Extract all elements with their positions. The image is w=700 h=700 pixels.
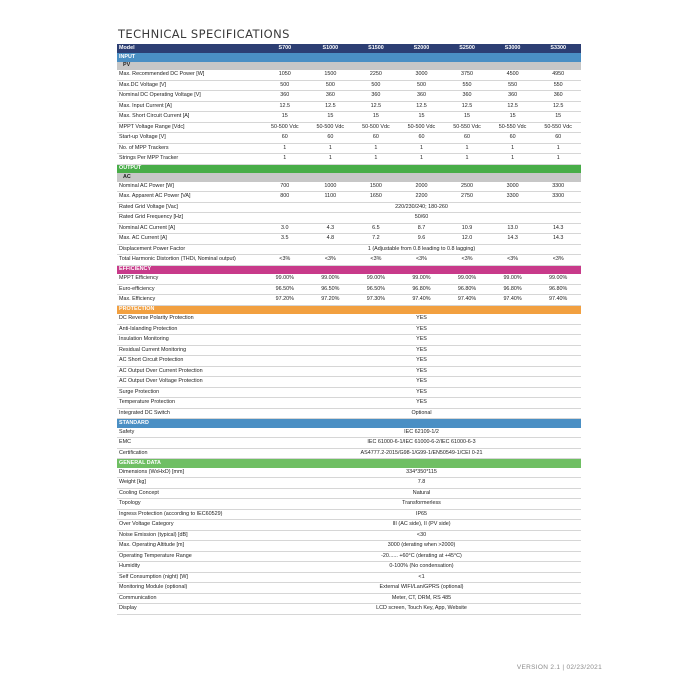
spec-row bbox=[117, 530, 581, 541]
spec-value: 500 bbox=[399, 80, 445, 91]
spec-value: 60 bbox=[308, 133, 354, 144]
spec-value: 1050 bbox=[262, 70, 308, 80]
spec-value: 50-550 Vdc bbox=[490, 122, 536, 133]
spec-label: Safety bbox=[117, 428, 262, 438]
spec-row bbox=[117, 562, 581, 573]
spec-label: No. of MPP Trackers bbox=[117, 143, 262, 154]
spec-label: Humidity bbox=[117, 562, 262, 573]
spec-label: Max. Efficiency bbox=[117, 295, 262, 306]
spec-value: 96.50% bbox=[262, 284, 308, 295]
spec-value: 99.00% bbox=[535, 274, 581, 284]
section-header-row bbox=[117, 419, 581, 428]
spec-row bbox=[117, 101, 581, 112]
section-title: GENERAL DATA bbox=[117, 459, 581, 468]
section-header-row bbox=[117, 53, 581, 62]
spec-value: 550 bbox=[535, 80, 581, 91]
spec-value-span: Transformerless bbox=[262, 499, 581, 510]
spec-value-span: -20...... +60°C (derating at +45°C) bbox=[262, 551, 581, 562]
spec-value: <3% bbox=[535, 255, 581, 266]
spec-value: 3300 bbox=[535, 192, 581, 203]
spec-row bbox=[117, 80, 581, 91]
spec-value: 1 bbox=[490, 143, 536, 154]
spec-row bbox=[117, 408, 581, 419]
spec-value: 1 bbox=[399, 143, 445, 154]
spec-row bbox=[117, 478, 581, 489]
spec-value: 60 bbox=[490, 133, 536, 144]
spec-label: Euro-efficiency bbox=[117, 284, 262, 295]
spec-value: 14.3 bbox=[535, 234, 581, 245]
spec-value: <3% bbox=[399, 255, 445, 266]
spec-row bbox=[117, 572, 581, 583]
spec-value: 1 bbox=[262, 154, 308, 165]
spec-row bbox=[117, 583, 581, 594]
spec-label: MPPT Efficiency bbox=[117, 274, 262, 284]
spec-label: Over Voltage Category bbox=[117, 520, 262, 531]
spec-label: Max.DC Voltage [V] bbox=[117, 80, 262, 91]
spec-value-span: <1 bbox=[262, 572, 581, 583]
spec-label: Nominal DC Operating Voltage [V] bbox=[117, 91, 262, 102]
model-header-cell: S3300 bbox=[535, 44, 581, 53]
spec-value-span: 7.8 bbox=[262, 478, 581, 489]
spec-value: 50-500 Vdc bbox=[399, 122, 445, 133]
spec-value-span: AS4777.2-2015/G98-1/G99-1/EN50549-1/CEI 0-21 bbox=[262, 448, 581, 459]
spec-value: 50-500 Vdc bbox=[353, 122, 399, 133]
spec-row bbox=[117, 244, 581, 255]
spec-row bbox=[117, 509, 581, 520]
spec-row bbox=[117, 398, 581, 409]
spec-value-span: YES bbox=[262, 324, 581, 335]
spec-value: 99.00% bbox=[399, 274, 445, 284]
spec-label: MPPT Voltage Range [Vdc] bbox=[117, 122, 262, 133]
spec-value: 1500 bbox=[353, 182, 399, 192]
spec-value: 500 bbox=[353, 80, 399, 91]
version-footer: VERSION 2.1 | 02/23/2021 bbox=[516, 664, 602, 671]
spec-value-span: YES bbox=[262, 377, 581, 388]
spec-value: 96.50% bbox=[353, 284, 399, 295]
spec-value: <3% bbox=[262, 255, 308, 266]
spec-row bbox=[117, 223, 581, 234]
spec-label: Cooling Concept bbox=[117, 488, 262, 499]
spec-value: 550 bbox=[490, 80, 536, 91]
spec-value: 1000 bbox=[308, 182, 354, 192]
spec-row bbox=[117, 324, 581, 335]
spec-value: 96.80% bbox=[490, 284, 536, 295]
spec-value: 500 bbox=[262, 80, 308, 91]
spec-value: 15 bbox=[535, 112, 581, 123]
model-header-cell: S3000 bbox=[490, 44, 536, 53]
spec-value: 15 bbox=[490, 112, 536, 123]
spec-value: 2500 bbox=[444, 182, 490, 192]
spec-value-span: YES bbox=[262, 398, 581, 409]
spec-row bbox=[117, 255, 581, 266]
spec-label: Topology bbox=[117, 499, 262, 510]
spec-value: 1 bbox=[353, 154, 399, 165]
spec-value: 15 bbox=[308, 112, 354, 123]
spec-value: 99.00% bbox=[353, 274, 399, 284]
spec-value-span: 3000 (derating when >2000) bbox=[262, 541, 581, 552]
spec-table-body bbox=[117, 44, 581, 614]
spec-value: 360 bbox=[490, 91, 536, 102]
spec-value: 500 bbox=[308, 80, 354, 91]
model-header-cell: S700 bbox=[262, 44, 308, 53]
spec-label: Nominal AC Power [W] bbox=[117, 182, 262, 192]
spec-value-span: 50/60 bbox=[262, 213, 581, 224]
model-header-label: Model bbox=[117, 44, 262, 53]
spec-row bbox=[117, 91, 581, 102]
spec-row bbox=[117, 213, 581, 224]
spec-value: 12.0 bbox=[444, 234, 490, 245]
spec-value-span: 0-100% (No condensation) bbox=[262, 562, 581, 573]
section-header-row bbox=[117, 305, 581, 314]
spec-row bbox=[117, 499, 581, 510]
spec-row bbox=[117, 387, 581, 398]
section-title: PROTECTION bbox=[117, 305, 581, 314]
spec-value-span: Optional bbox=[262, 408, 581, 419]
spec-row bbox=[117, 488, 581, 499]
spec-value: 50-550 Vdc bbox=[444, 122, 490, 133]
section-title: OUTPUT bbox=[117, 164, 581, 173]
spec-row bbox=[117, 551, 581, 562]
spec-row bbox=[117, 112, 581, 123]
spec-label: Max. AC Current [A] bbox=[117, 234, 262, 245]
spec-value-span: Natural bbox=[262, 488, 581, 499]
spec-row bbox=[117, 428, 581, 438]
spec-label: Nominal AC Current [A] bbox=[117, 223, 262, 234]
spec-value: 60 bbox=[353, 133, 399, 144]
spec-value-span: YES bbox=[262, 335, 581, 346]
spec-value: 50-500 Vdc bbox=[262, 122, 308, 133]
spec-value: 97.20% bbox=[262, 295, 308, 306]
spec-value: 50-550 Vdc bbox=[535, 122, 581, 133]
spec-value: 3.5 bbox=[262, 234, 308, 245]
spec-value: 360 bbox=[353, 91, 399, 102]
spec-row bbox=[117, 541, 581, 552]
page-title: TECHNICAL SPECIFICATIONS bbox=[118, 27, 290, 41]
spec-value: 97.40% bbox=[399, 295, 445, 306]
spec-value: 97.40% bbox=[490, 295, 536, 306]
spec-value: 60 bbox=[535, 133, 581, 144]
spec-label: Monitoring Module (optional) bbox=[117, 583, 262, 594]
spec-value: 96.80% bbox=[399, 284, 445, 295]
spec-label: Residual Current Monitoring bbox=[117, 345, 262, 356]
spec-value: 1 bbox=[308, 143, 354, 154]
spec-value: 2750 bbox=[444, 192, 490, 203]
spec-row bbox=[117, 202, 581, 213]
subsection-row bbox=[117, 62, 581, 71]
spec-value: 60 bbox=[444, 133, 490, 144]
spec-label: EMC bbox=[117, 438, 262, 449]
spec-value: 1100 bbox=[308, 192, 354, 203]
spec-value: 1500 bbox=[308, 70, 354, 80]
subsection-title: PV bbox=[117, 62, 581, 71]
spec-value-span: IEC 61000-6-1/IEC 61000-6-2/IEC 61000-6-3 bbox=[262, 438, 581, 449]
spec-value: 1 bbox=[444, 143, 490, 154]
spec-label: Insulation Monitoring bbox=[117, 335, 262, 346]
spec-value: 1 bbox=[308, 154, 354, 165]
spec-value: 3000 bbox=[399, 70, 445, 80]
spec-row bbox=[117, 284, 581, 295]
spec-value: 800 bbox=[262, 192, 308, 203]
spec-value: 99.00% bbox=[490, 274, 536, 284]
spec-value: 550 bbox=[444, 80, 490, 91]
spec-row bbox=[117, 366, 581, 377]
spec-row bbox=[117, 295, 581, 306]
spec-value: 14.3 bbox=[535, 223, 581, 234]
spec-label: Certification bbox=[117, 448, 262, 459]
section-header-row bbox=[117, 459, 581, 468]
spec-row bbox=[117, 604, 581, 615]
spec-row bbox=[117, 143, 581, 154]
spec-row bbox=[117, 274, 581, 284]
spec-value: 14.3 bbox=[490, 234, 536, 245]
spec-value-span: 334*350*115 bbox=[262, 468, 581, 478]
spec-value: 1 bbox=[399, 154, 445, 165]
section-header-row bbox=[117, 265, 581, 274]
spec-value: 3000 bbox=[490, 182, 536, 192]
spec-value: 12.5 bbox=[353, 101, 399, 112]
spec-value-span: 1 (Adjustable from 0.8 leading to 0.8 lagging) bbox=[262, 244, 581, 255]
spec-label: Displacement Power Factor bbox=[117, 244, 262, 255]
spec-value: <3% bbox=[308, 255, 354, 266]
spec-value: 12.5 bbox=[308, 101, 354, 112]
spec-row bbox=[117, 520, 581, 531]
spec-row bbox=[117, 438, 581, 449]
spec-value: 12.5 bbox=[490, 101, 536, 112]
spec-label: Operating Temperature Range bbox=[117, 551, 262, 562]
spec-label: Max. Input Current [A] bbox=[117, 101, 262, 112]
section-title: EFFICIENCY bbox=[117, 265, 581, 274]
spec-row bbox=[117, 468, 581, 478]
spec-row bbox=[117, 133, 581, 144]
spec-row bbox=[117, 448, 581, 459]
spec-value: 12.5 bbox=[262, 101, 308, 112]
spec-label: Display bbox=[117, 604, 262, 615]
spec-value: 1 bbox=[262, 143, 308, 154]
spec-value-span: YES bbox=[262, 345, 581, 356]
spec-value: 9.6 bbox=[399, 234, 445, 245]
spec-value: 10.9 bbox=[444, 223, 490, 234]
spec-value-span: Meter, CT, DRM, RS 485 bbox=[262, 593, 581, 604]
spec-value: 60 bbox=[262, 133, 308, 144]
spec-row bbox=[117, 122, 581, 133]
spec-value: 12.5 bbox=[535, 101, 581, 112]
section-header-row bbox=[117, 164, 581, 173]
spec-value: 4500 bbox=[490, 70, 536, 80]
spec-row bbox=[117, 345, 581, 356]
subsection-row bbox=[117, 173, 581, 182]
spec-value-span: LCD screen, Touch Key, App, Website bbox=[262, 604, 581, 615]
spec-value: 3750 bbox=[444, 70, 490, 80]
spec-label: Max. Short Circuit Current [A] bbox=[117, 112, 262, 123]
spec-value: 1650 bbox=[353, 192, 399, 203]
spec-label: Weight [kg] bbox=[117, 478, 262, 489]
section-title: STANDARD bbox=[117, 419, 581, 428]
spec-value: 15 bbox=[399, 112, 445, 123]
spec-value: 7.2 bbox=[353, 234, 399, 245]
spec-value: 99.00% bbox=[262, 274, 308, 284]
spec-label: Surge Protection bbox=[117, 387, 262, 398]
spec-value: 15 bbox=[444, 112, 490, 123]
spec-label: Rated Grid Voltage [Vac] bbox=[117, 202, 262, 213]
spec-label: Rated Grid Frequency [Hz] bbox=[117, 213, 262, 224]
spec-value: 360 bbox=[399, 91, 445, 102]
spec-value-span: YES bbox=[262, 387, 581, 398]
spec-label: AC Output Over Current Protection bbox=[117, 366, 262, 377]
spec-table bbox=[117, 44, 581, 615]
spec-value-span: External WIFI/Lan/GPRS (optional) bbox=[262, 583, 581, 594]
spec-value: 6.5 bbox=[353, 223, 399, 234]
spec-value: 1 bbox=[535, 143, 581, 154]
spec-value-span: IP65 bbox=[262, 509, 581, 520]
spec-label: Max. Recommended DC Power [W] bbox=[117, 70, 262, 80]
spec-label: Temperature Protection bbox=[117, 398, 262, 409]
spec-value: <3% bbox=[444, 255, 490, 266]
spec-value: <3% bbox=[353, 255, 399, 266]
spec-value: 360 bbox=[535, 91, 581, 102]
spec-value: 1 bbox=[444, 154, 490, 165]
spec-value-span: YES bbox=[262, 366, 581, 377]
model-header-row bbox=[117, 44, 581, 53]
spec-value: 1 bbox=[490, 154, 536, 165]
spec-value: 15 bbox=[262, 112, 308, 123]
spec-value-span: YES bbox=[262, 356, 581, 367]
subsection-title: AC bbox=[117, 173, 581, 182]
spec-value-span: YES bbox=[262, 314, 581, 324]
spec-value: 700 bbox=[262, 182, 308, 192]
spec-value: 2000 bbox=[399, 182, 445, 192]
model-header-cell: S1500 bbox=[353, 44, 399, 53]
spec-value: 97.30% bbox=[353, 295, 399, 306]
spec-label: Dimensions (WxHxD) [mm] bbox=[117, 468, 262, 478]
spec-row bbox=[117, 377, 581, 388]
spec-value-span: <30 bbox=[262, 530, 581, 541]
spec-value: 12.5 bbox=[399, 101, 445, 112]
spec-row bbox=[117, 335, 581, 346]
spec-value: 360 bbox=[444, 91, 490, 102]
spec-value: 97.40% bbox=[444, 295, 490, 306]
spec-label: Strings Per MPP Tracker bbox=[117, 154, 262, 165]
spec-label: Max. Operating Altitude [m] bbox=[117, 541, 262, 552]
spec-label: Start-up Voltage [V] bbox=[117, 133, 262, 144]
spec-value: 50-500 Vdc bbox=[308, 122, 354, 133]
spec-label: Ingress Protection (according to IEC60529) bbox=[117, 509, 262, 520]
spec-value: 96.50% bbox=[308, 284, 354, 295]
spec-row bbox=[117, 314, 581, 324]
spec-value: 3300 bbox=[535, 182, 581, 192]
spec-label: DC Reverse Polarity Protection bbox=[117, 314, 262, 324]
spec-value-span: 220/230/240; 180-260 bbox=[262, 202, 581, 213]
spec-value-span: III (AC side), II (PV side) bbox=[262, 520, 581, 531]
model-header-cell: S2500 bbox=[444, 44, 490, 53]
model-header-cell: S2000 bbox=[399, 44, 445, 53]
spec-value: 96.80% bbox=[535, 284, 581, 295]
spec-value: 15 bbox=[353, 112, 399, 123]
spec-row bbox=[117, 593, 581, 604]
spec-value: 99.00% bbox=[308, 274, 354, 284]
spec-value: 4.8 bbox=[308, 234, 354, 245]
spec-value: 4950 bbox=[535, 70, 581, 80]
spec-value: 13.0 bbox=[490, 223, 536, 234]
spec-value: 4.3 bbox=[308, 223, 354, 234]
spec-value: 96.80% bbox=[444, 284, 490, 295]
spec-value: 60 bbox=[399, 133, 445, 144]
spec-label: Noise Emission (typical) [dB] bbox=[117, 530, 262, 541]
spec-value: 360 bbox=[308, 91, 354, 102]
spec-value: 97.40% bbox=[535, 295, 581, 306]
spec-value: 2250 bbox=[353, 70, 399, 80]
spec-value: 2200 bbox=[399, 192, 445, 203]
spec-value: 8.7 bbox=[399, 223, 445, 234]
model-header-cell: S1000 bbox=[308, 44, 354, 53]
spec-row bbox=[117, 182, 581, 192]
spec-label: Self Consumption (night) [W] bbox=[117, 572, 262, 583]
spec-value: 1 bbox=[353, 143, 399, 154]
spec-label: Max. Apparent AC Power [VA] bbox=[117, 192, 262, 203]
spec-value: 3300 bbox=[490, 192, 536, 203]
spec-value: 12.5 bbox=[444, 101, 490, 112]
spec-value: <3% bbox=[490, 255, 536, 266]
spec-row bbox=[117, 192, 581, 203]
spec-value: 360 bbox=[262, 91, 308, 102]
spec-label: AC Short Circuit Protection bbox=[117, 356, 262, 367]
spec-row bbox=[117, 356, 581, 367]
spec-value: 3.0 bbox=[262, 223, 308, 234]
spec-label: AC Output Over Voltage Protection bbox=[117, 377, 262, 388]
section-title: INPUT bbox=[117, 53, 581, 62]
spec-value: 99.00% bbox=[444, 274, 490, 284]
spec-value: 1 bbox=[535, 154, 581, 165]
spec-label: Total Harmonic Distortion (THDi, Nominal output) bbox=[117, 255, 262, 266]
spec-row bbox=[117, 70, 581, 80]
spec-row bbox=[117, 154, 581, 165]
spec-value: 97.20% bbox=[308, 295, 354, 306]
spec-label: Integrated DC Switch bbox=[117, 408, 262, 419]
spec-row bbox=[117, 234, 581, 245]
spec-label: Anti-Islanding Protection bbox=[117, 324, 262, 335]
spec-label: Communication bbox=[117, 593, 262, 604]
spec-value-span: IEC 62109-1/2 bbox=[262, 428, 581, 438]
